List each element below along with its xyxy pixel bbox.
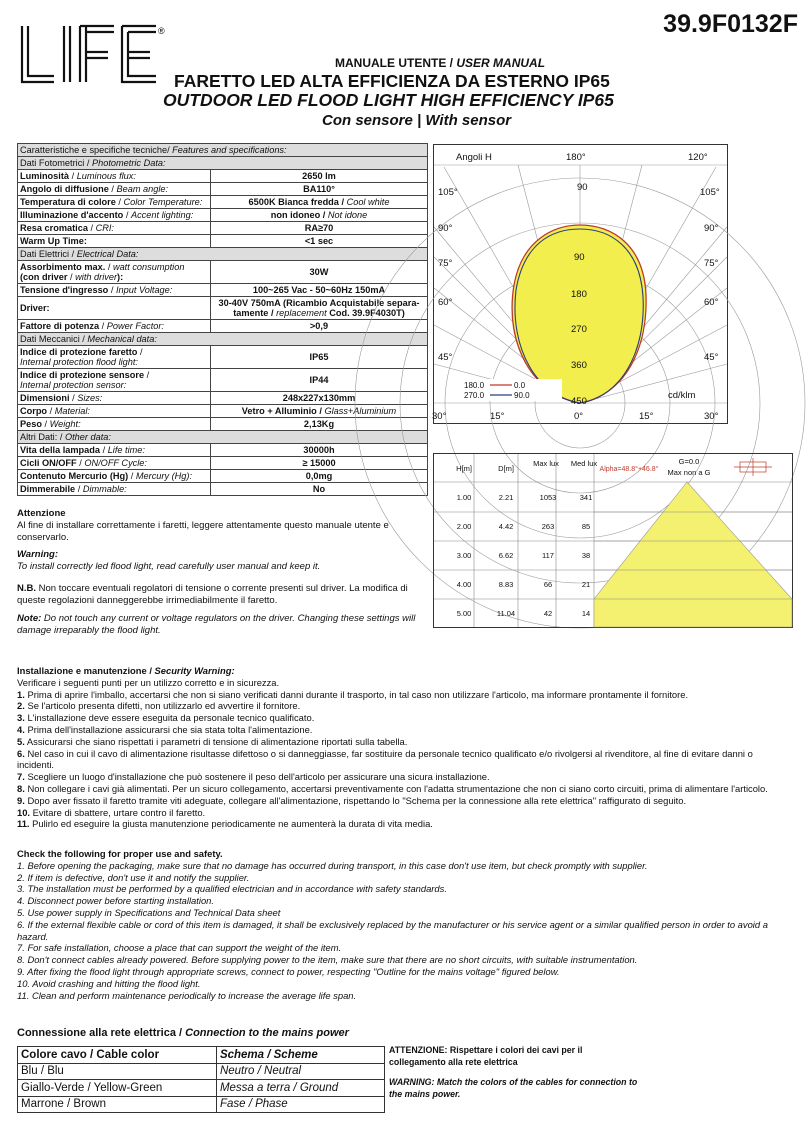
spec-row: Indice di protezione faretto / Internal protection flood light: IP65 bbox=[18, 346, 428, 369]
spec-row: Driver: 30-40V 750mA (Ricambio Acquistabile separa- tamente / replacement Cod. 39.9F4030T) bbox=[18, 297, 428, 320]
wiring-title: Connessione alla rete elettrica / Connection to the mains power bbox=[17, 1027, 349, 1039]
cone-cell: 117 bbox=[542, 551, 554, 560]
spec-row: Temperatura di colore / Color Temperature: 6500K Bianca fredda / Cool white bbox=[18, 196, 428, 209]
cone-head-d: D[m] bbox=[498, 464, 514, 473]
radial-180: 180 bbox=[571, 289, 587, 300]
cone-cell: 85 bbox=[581, 522, 591, 531]
spec-row: Luminosità / Luminous flux: 2650 lm bbox=[18, 170, 428, 183]
cone-cell: 14 bbox=[581, 609, 591, 618]
cone-head-max: Max lux bbox=[533, 459, 559, 468]
install-item: 3. L'installazione deve essere eseguita da personale tecnico qualificato. bbox=[17, 712, 315, 724]
radial-90: 90 bbox=[574, 252, 585, 263]
check-item: 3. The installation must be performed by a qualified electrician and in accordance with safety standards. bbox=[17, 883, 447, 895]
radial-270: 270 bbox=[571, 324, 587, 335]
spec-row: Resa cromatica / CRI: RA≥70 bbox=[18, 222, 428, 235]
light-cone bbox=[594, 482, 792, 627]
nb-block: N.B. Non toccare eventuali regolatori di tensione o corrente presenti sul driver. La modifica di queste regolazioni danneggerebbe irrimediabilmente il faretto. bbox=[17, 583, 408, 606]
check-section bbox=[17, 848, 792, 1001]
polar-legend bbox=[462, 379, 562, 401]
wiring-row: Blu / Blu Neutro / Neutral bbox=[18, 1063, 385, 1080]
wiring-row: Marrone / Brown Fase / Phase bbox=[18, 1096, 385, 1113]
svg-text:90.0: 90.0 bbox=[514, 391, 530, 400]
spec-row: Peso / Weight: 2,13Kg bbox=[18, 418, 428, 431]
wiring-header-row: Colore cavo / Cable color Schema / Scheme bbox=[18, 1047, 385, 1064]
note-block: Note: Do not touch any current or voltage regulators on the driver. Changing these settings will damage irreparably the flood light. bbox=[17, 613, 416, 636]
right-angle-90: 90° bbox=[704, 223, 719, 234]
bottom-angle-30r: 30° bbox=[704, 411, 719, 422]
spec-section-row: Dati Elettrici / Electrical Data: bbox=[18, 248, 428, 261]
wiring-table bbox=[17, 1046, 385, 1113]
left-angle-45: 45° bbox=[438, 352, 453, 363]
bottom-angle-30l: 30° bbox=[432, 411, 447, 422]
check-item: 6. If the external flexible cable or cord of this item is damaged, it shall be exclusively replaced by the manufacturer or his service agent or a similar qualified person in order to avoid a hazard. bbox=[17, 918, 768, 942]
spec-row: Illuminazione d'accento / Accent lighting: non idoneo / Not idone bbox=[18, 209, 428, 222]
svg-text:270.0: 270.0 bbox=[464, 391, 485, 400]
product-code: 39.9F0132F bbox=[663, 10, 798, 38]
cone-svg bbox=[434, 454, 792, 627]
spec-row: Dimmerabile / Dimmable: No bbox=[18, 483, 428, 496]
spec-heading: Caratteristiche e specifiche tecniche/ Features and specifications: bbox=[18, 144, 428, 157]
cone-head-h: H[m] bbox=[456, 464, 472, 473]
cone-cell: 3.00 bbox=[456, 551, 472, 560]
wiring-attention: ATTENZIONE: Rispettare i colori dei cavi per il collegamento alla rete elettrica WARNING: Match the colors of the cables for connection to the mains power. bbox=[389, 1045, 638, 1099]
cone-alpha: Alpha=48.8°+46.8° bbox=[599, 466, 659, 473]
spec-section-row: Dati Fotometrici / Photometric Data: bbox=[18, 157, 428, 170]
manual-label: MANUALE UTENTE / USER MANUAL bbox=[335, 56, 546, 70]
spec-row: Tensione d'ingresso / Input Voltage: 100~265 Vac - 50~60Hz 150mA bbox=[18, 284, 428, 297]
spec-row: Fattore di potenza / Power Factor: >0,9 bbox=[18, 320, 428, 333]
left-angle-105: 105° bbox=[438, 187, 458, 198]
cone-cell: 2.00 bbox=[456, 522, 472, 531]
top-angle-180: 180° bbox=[566, 152, 586, 163]
left-angle-90: 90° bbox=[438, 223, 453, 234]
check-item: 7. For safe installation, choose a place that can support the weight of the item. bbox=[17, 942, 342, 954]
fixture-icon bbox=[734, 458, 772, 476]
cone-cell: 8.83 bbox=[498, 580, 514, 589]
cone-cell: 5.00 bbox=[456, 609, 472, 618]
spec-row: Indice di protezione sensore / Internal protection sensor: IP44 bbox=[18, 369, 428, 392]
right-angle-105: 105° bbox=[700, 187, 720, 198]
left-angle-60: 60° bbox=[438, 297, 453, 308]
cone-cell: 4.42 bbox=[498, 522, 514, 531]
check-item: 4. Disconnect power before starting installation. bbox=[17, 895, 214, 907]
spec-row: Assorbimento max. / watt consumption (con driver / with driver): 30W bbox=[18, 261, 428, 284]
cone-cell: 263 bbox=[541, 522, 555, 531]
install-section: Installazione e manutenzione / Security Warning: Verificare i seguenti punti per un utilizzo corretto e in sicurezza. 1. Prima di aprire l'imballo, accertarsi che non si siano verificati danni durante il trasporto, in tal caso non utilizzare l'articolo, ma informare prontamente il fornitore. 2. Se l'articolo presenta difetti, non utilizzarlo ed avvertire il fornitore. 3. L'installazione deve essere eseguita da personale tecnico qualificato. 4. Prima dell'installazione assicurarsi che sia stata tolta l'alimentazione. 5. Assicurarsi che siano rispettati i parametri di tensione di alimentazione riportati sulla tabella. 6. Nel caso in cui il cavo di alimentazione risultasse difettoso o si danneggiasse, far sostituire da personale tecnico qualificato e/o rivolgersi al rivenditore, al fine di evitare danni o incidenti. 7. Scegliere un luogo d'installazione che può sostenere il peso dell'articolo per assicurare una sicura installazione. 8. Non collegare i cavi già alimentati. Per un sicuro collegamento, accertarsi preventivamente con l'adatta strumentazione che non ci siano corto circuiti, prima di alimentare l'articolo. 9. Dopo aver fissato il faretto tramite viti adeguate, collegare all'alimentazione, rispettando lo "Schema per la connessione alla rete elettrica" raffigurato di seguito. 10. Evitare di sbattere, urtare contro il faretto. 11. Pulirlo ed eseguire la giusta manutenzione periodicamente ne aumenterà la durata di vita media. bbox=[17, 665, 792, 830]
check-item: 2. If item is defective, don't use it and notify the supplier. bbox=[17, 871, 250, 883]
radial-450: 450 bbox=[571, 396, 587, 407]
cone-g: G=0.0 bbox=[678, 457, 700, 466]
warning-block: Warning: To install correctly led flood light, read carefully user manual and keep it. bbox=[17, 549, 321, 572]
cone-cell: 38 bbox=[581, 551, 591, 560]
top-angle-120: 120° bbox=[688, 152, 708, 163]
polar-diagram bbox=[433, 144, 728, 424]
install-item: 10. Evitare di sbattere, urtare contro il faretto. bbox=[17, 806, 206, 818]
illuminance-cone bbox=[433, 453, 793, 628]
check-item: 1. Before opening the packaging, make sure that no damage has occurred during transport, in this case don't use item, but check promptly with supplier. bbox=[17, 859, 648, 871]
cone-cell: 42 bbox=[543, 609, 553, 618]
subtitle: Con sensore | With sensor bbox=[322, 112, 512, 129]
spec-section-row: Dati Meccanici / Mechanical data: bbox=[18, 333, 428, 346]
check-title: Check the following for proper use and safety. bbox=[17, 848, 223, 859]
spec-row: Cicli ON/OFF / ON/OFF Cycle: ≥ 15000 bbox=[18, 457, 428, 470]
cone-cell: 1053 bbox=[539, 493, 557, 502]
cone-cell: 66 bbox=[543, 580, 553, 589]
life-logo bbox=[18, 20, 168, 90]
bottom-angle-15l: 15° bbox=[490, 411, 505, 422]
install-item: 4. Prima dell'installazione assicurarsi che sia stata tolta l'alimentazione. bbox=[17, 723, 313, 735]
install-item: 1. Prima di aprire l'imballo, accertarsi che non si siano verificati danni durante il trasporto, in tal caso non utilizzare l'articolo, ma informare prontamente il fornitore. bbox=[17, 688, 689, 700]
cone-cell: 341 bbox=[579, 493, 593, 502]
install-item: 6. Nel caso in cui il cavo di alimentazione risultasse difettoso o si danneggiasse, far sostituire da personale tecnico qualificato e/o rivolgersi al rivenditore, al fine di evitare danni o incidenti. bbox=[17, 747, 753, 771]
polar-svg bbox=[434, 145, 727, 423]
svg-text:0.0: 0.0 bbox=[514, 381, 526, 390]
spec-row: Corpo / Material: Vetro + Alluminio / Glass+Aluminium bbox=[18, 405, 428, 418]
check-item: 9. After fixing the flood light through appropriate screws, connect to power, respecting "Outline for the mains voltage" figured below. bbox=[17, 965, 560, 977]
install-item: 7. Scegliere un luogo d'installazione che può sostenere il peso dell'articolo per assicurare una sicura installazione. bbox=[17, 771, 490, 783]
bottom-angle-0: 0° bbox=[574, 411, 584, 422]
right-angle-75: 75° bbox=[704, 258, 719, 269]
spec-row: Vita della lampada / Life time: 30000h bbox=[18, 444, 428, 457]
right-angle-60: 60° bbox=[704, 297, 719, 308]
spec-row: Angolo di diffusione / Beam angle: BA110° bbox=[18, 183, 428, 196]
spec-section-row: Altri Dati: / Other data: bbox=[18, 431, 428, 444]
title-it: FARETTO LED ALTA EFFICIENZA DA ESTERNO IP65 bbox=[174, 71, 610, 91]
cone-cell: 2.21 bbox=[498, 493, 514, 502]
wiring-row: Giallo-Verde / Yellow-Green Messa a terra / Ground bbox=[18, 1080, 385, 1097]
cone-cell: 21 bbox=[581, 580, 591, 589]
spec-table bbox=[17, 143, 428, 496]
check-item: 10. Avoid crashing and hitting the flood light. bbox=[17, 977, 201, 989]
radial-90-top: 90 bbox=[577, 182, 588, 193]
attenzione-block: Attenzione Al fine di installare correttamente i faretti, leggere attentamente questo manuale utente e conservarlo. bbox=[17, 508, 389, 543]
svg-text:180.0: 180.0 bbox=[464, 381, 485, 390]
cone-head-med: Med lux bbox=[570, 459, 598, 468]
install-item: 11. Pulirlo ed eseguire la giusta manutenzione periodicamente ne aumenterà la durata di vita media. bbox=[17, 818, 433, 830]
install-title: Installazione e manutenzione / Security Warning: bbox=[17, 665, 235, 676]
left-angle-75: 75° bbox=[438, 258, 453, 269]
polar-title: Angoli H bbox=[456, 152, 492, 163]
cone-max-label: Max non a G bbox=[667, 468, 711, 477]
cone-cell: 6.62 bbox=[498, 551, 514, 560]
check-item: 11. Clean and perform maintenance periodically to increase the average life span. bbox=[17, 989, 357, 1001]
registered-mark: ® bbox=[158, 26, 165, 36]
install-item: 9. Dopo aver fissato il faretto tramite viti adeguate, collegare all'alimentazione, rispettando lo "Schema per la connessione alla rete elettrica" raffigurato di seguito. bbox=[17, 794, 687, 806]
install-item: 5. Assicurarsi che siano rispettati i parametri di tensione di alimentazione riportati sulla tabella. bbox=[17, 735, 408, 747]
check-item: 5. Use power supply in Specifications and Technical Data sheet bbox=[17, 906, 281, 918]
install-item: 2. Se l'articolo presenta difetti, non utilizzarlo ed avvertire il fornitore. bbox=[17, 700, 301, 712]
install-item: 8. Non collegare i cavi già alimentati. Per un sicuro collegamento, accertarsi preventivamente con l'adatta strumentazione che non ci siano corto circuiti, prima di alimentare l'articolo. bbox=[17, 782, 768, 794]
radial-360: 360 bbox=[571, 360, 587, 371]
right-angle-45: 45° bbox=[704, 352, 719, 363]
cone-cell: 1.00 bbox=[456, 493, 472, 502]
title-en: OUTDOOR LED FLOOD LIGHT HIGH EFFICIENCY IP65 bbox=[163, 90, 614, 110]
polar-unit: cd/klm bbox=[668, 390, 696, 401]
cone-cell: 11.04 bbox=[496, 609, 516, 618]
spec-row: Warm Up Time: <1 sec bbox=[18, 235, 428, 248]
bottom-angle-15r: 15° bbox=[639, 411, 654, 422]
spec-row: Dimensioni / Sizes: 248x227x130mm bbox=[18, 392, 428, 405]
check-item: 8. Don't connect cables already powered. Before supplying power to the item, make sure that there are no short circuits, with suitable instrumentation. bbox=[17, 954, 638, 966]
spec-row: Contenuto Mercurio (Hg) / Mercury (Hg): 0,0mg bbox=[18, 470, 428, 483]
cone-cell: 4.00 bbox=[456, 580, 472, 589]
